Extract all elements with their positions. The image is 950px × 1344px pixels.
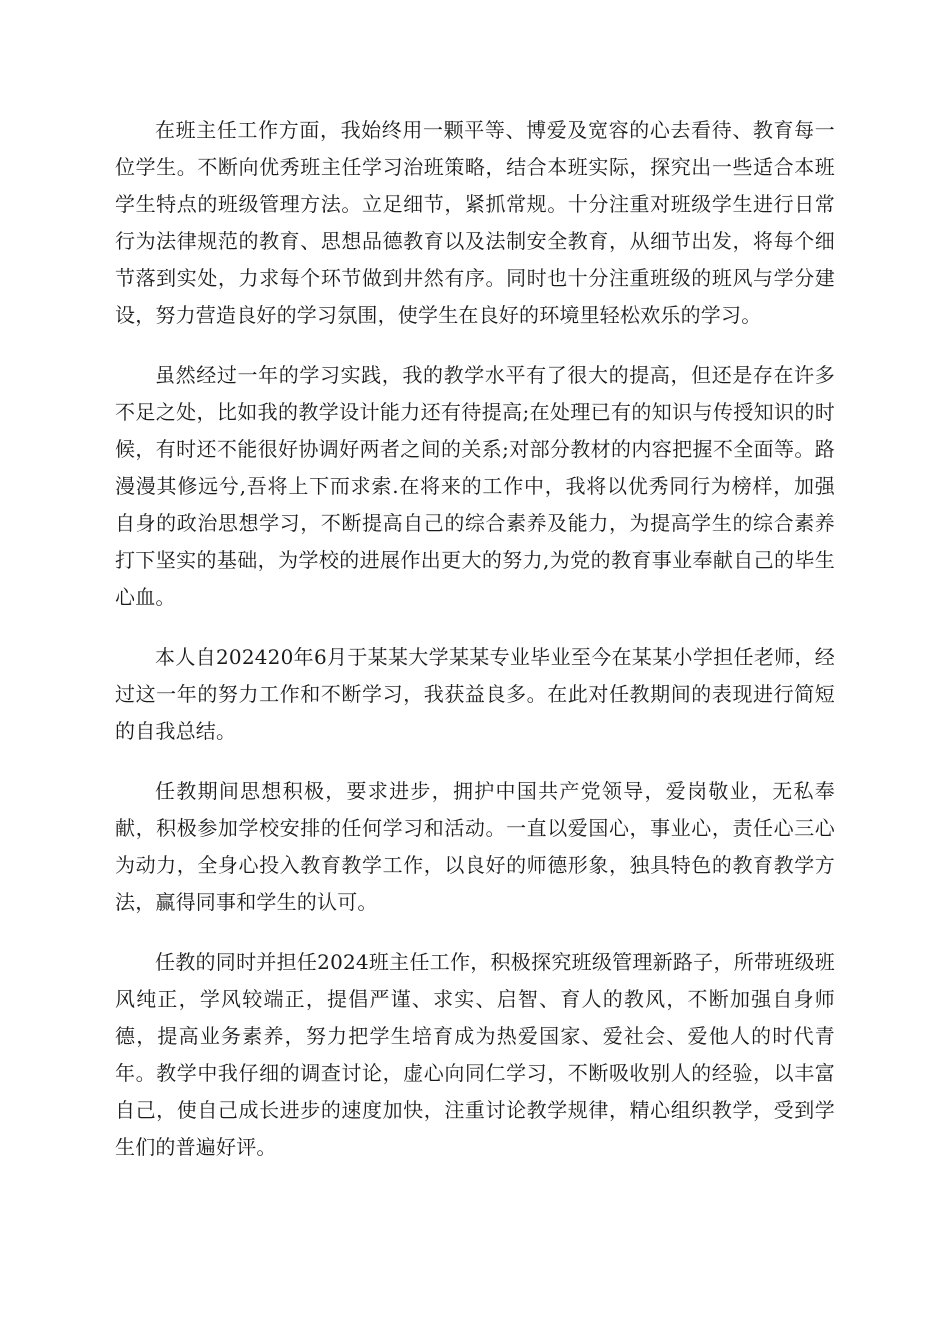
paragraph-class-management: 在班主任工作方面，我始终用一颗平等、博爱及宽容的心去看待、教育每一位学生。不断向优秀班主任学习治班策略，结合本班实际，探究出一些适合本班学生特点的班级管理方法。立足细节，紧抓常规。十分注重对班级学生进行日常行为法律规范的教育、思想品德教育以及法制安全教育，从细节出发，将每个细节落到实处，力求每个环节做到井然有序。同时也十分注重班级的班风与学分建设，努力营造良好的学习氛围，使学生在良好的环境里轻松欢乐的学习。 [115,118,835,327]
paragraph-ideology: 任教期间思想积极，要求进步，拥护中国共产党领导，爱岗敬业，无私奉献，积极参加学校安排的任何学习和活动。一直以爱国心，事业心，责任心三心为动力，全身心投入教育教学工作，以良好的师德形象，独具特色的教育教学方法，赢得同事和学生的认可。 [115,779,835,914]
paragraph-shortcomings: 虽然经过一年的学习实践，我的教学水平有了很大的提高，但还是存在许多不足之处，比如我的教学设计能力还有待提高;在处理已有的知识与传授知识的时候，有时还不能很好协调好两者之间的关系;对部分教材的内容把握不全面等。路漫漫其修远兮,吾将上下而求索.在将来的工作中，我将以优秀同行为榜样，加强自身的政治思想学习，不断提高自己的综合素养及能力，为提高学生的综合素养打下坚实的基础，为学校的进展作出更大的努力,为党的教育事业奉献自己的毕生心血。 [115,363,835,609]
paragraph-introduction: 本人自202420年6月于某某大学某某专业毕业至今在某某小学担任老师，经过这一年的努力工作和不断学习，我获益良多。在此对任教期间的表现进行简短的自我总结。 [115,645,835,743]
paragraph-head-teacher: 任教的同时并担任2024班主任工作，积极探究班级管理新路子，所带班级班风纯正，学风较端正，提倡严谨、求实、启智、育人的教风，不断加强自身师德，提高业务素养，努力把学生培育成为热爱国家、爱社会、爱他人的时代青年。教学中我仔细的调查讨论，虚心向同仁学习，不断吸收别人的经验，以丰富自己，使自己成长进步的速度加快，注重讨论教学规律，精心组织教学，受到学生们的普遍好评。 [115,950,835,1159]
document-body [115,112,835,1189]
